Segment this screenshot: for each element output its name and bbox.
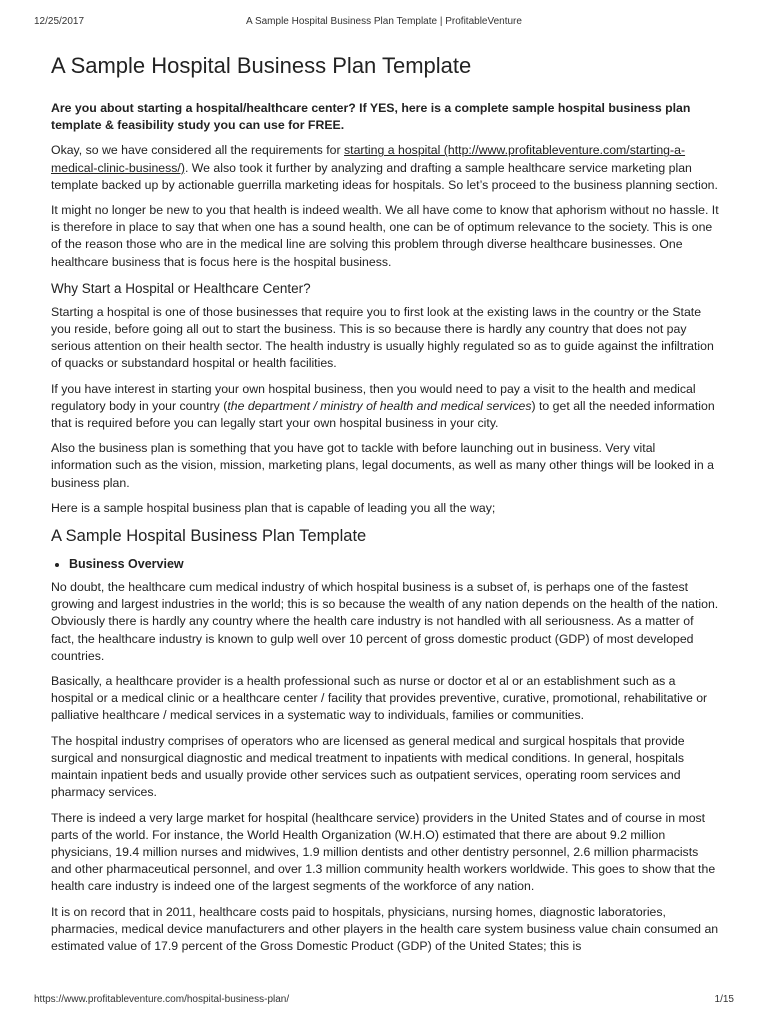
intro-paragraph: Are you about starting a hospital/healthcare center? If YES, here is a complete sample hospital business plan template & feasibility study you can use for FREE. (51, 101, 691, 133)
page-number: 1/15 (714, 994, 734, 1005)
starting-hospital-link[interactable]: starting a hospital (http://www.profitableventure.com/starting-a-medical-clinic-business/) (51, 143, 686, 175)
print-page-title: A Sample Hospital Business Plan Template | ProfitableVenture (246, 16, 522, 27)
paragraph-business-plan: Also the business plan is something that you have got to tackle with before launching out in business. Very vital information such as the vision, mission, marketing plans, legal documents, as well as many other things will be looked in a business plan. (51, 441, 714, 490)
print-date: 12/25/2017 (34, 16, 85, 27)
paragraph-text: . We also took it further by analyzing and drafting a sample healthcare service marketing plan template backed up by actionable guerrilla marketing ideas for hospitals. So let’s proceed to the business planning section. (51, 160, 718, 192)
paragraph-market: There is indeed a very large market for hospital (healthcare service) providers in the United States and of course in most parts of the world. For instance, the World Health Organization (W.H.O) estimated that there are about 9.2 million physicians, 19.4 million nurses and midwives, 1.9 million dentists and other dentistry personnel, 2.6 million pharmacists and other pharmaceutical personnel, and over 1.3 million community health workers worldwide. This goes to show that the health care industry is indeed one of the largest segments of the workforce of any nation. (51, 810, 716, 894)
paragraph-requirements (51, 142, 719, 194)
paragraph-text: Okay, so we have considered all the requirements for (51, 143, 344, 158)
article-content (51, 50, 719, 963)
paragraph-regulatory (51, 381, 719, 433)
bullet-list (51, 555, 719, 573)
article-title: A Sample Hospital Business Plan Template (51, 53, 472, 78)
paragraph-text: If you have interest in starting your own hospital business, then you would need to pay a visit to the health and medical regulatory body in your country ( (51, 381, 696, 413)
paragraph-industry: No doubt, the healthcare cum medical industry of which hospital business is a subset of, is perhaps one of the fastest growing and largest industries in the world; this is so because the wealth of any nation depends on the health of the nation. Obviously there is hardly any country where the health care industry is not handled with all seriousness. As a matter of fact, the healthcare industry is known to gulp well over 10 percent of gross domestic product (GDP) of most developed countries. (51, 580, 719, 663)
paragraph-hospital-industry: The hospital industry comprises of operators who are licensed as general medical and surgical hospitals that provide surgical and nonsurgical diagnostic and medical treatment to inpatients with medical conditions. In general, hospitals maintain inpatient beds and usually provide other services such as outpatient services, operating room services and pharmacy services. (51, 733, 685, 800)
section-heading-template: A Sample Hospital Business Plan Template (51, 527, 367, 546)
print-header (34, 16, 734, 30)
bullet-business-overview: • Business Overview (69, 555, 719, 573)
print-footer (34, 994, 734, 1008)
print-url: https://www.profitableventure.com/hospital-business-plan/ (34, 994, 290, 1005)
emphasis-department: the department / ministry of health and medical services (227, 398, 532, 413)
paragraph-health-wealth: It might no longer be new to you that health is indeed wealth. We all have come to know that aphorism without no hassle. It is therefore in place to say that when one has a sound health, one can be of optimum relevance to the society. This is one of the reason those who are in the medical line are solving this problem through diverse healthcare businesses. One healthcare business that is focus here is the hospital business. (51, 203, 719, 269)
paragraph-provider: Basically, a healthcare provider is a health professional such as nurse or doctor et al or an establishment such as a hospital or a medical clinic or a healthcare center / facility that provides preventive, curative, promotional, rehabilitative or palliative healthcare / medical services in a systematic way to individuals, families or communities. (51, 674, 708, 723)
paragraph-costs: It is on record that in 2011, healthcare costs paid to hospitals, physicians, nursing homes, diagnostic laboratories, pharmacies, medical device manufacturers and other players in the health care system business value chain consumed an estimated value of 17.9 percent of the Gross Domestic Product (GDP) of the United States; this is (51, 904, 719, 953)
paragraph-laws: Starting a hospital is one of those businesses that require you to first look at the existing laws in the country or the State you reside, before going all out to start the business. This is so because there is hardly any country that does not pay serious attention on their health sector. The health industry is usually highly regulated so as to guide against the infiltration of quacks or substandard hospital or health facilities. (51, 304, 714, 371)
paragraph-sample-lead: Here is a sample hospital business plan that is capable of leading you all the way; (51, 500, 496, 515)
paragraph-text: ) to get all the needed information that is required before you can legally start your own hospital business in your city. (51, 398, 715, 431)
section-heading-why-start: Why Start a Hospital or Healthcare Center? (51, 280, 311, 296)
